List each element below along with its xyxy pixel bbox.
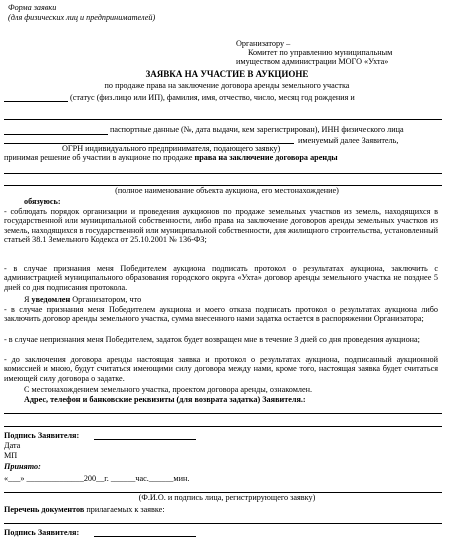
form-caption-subtitle: (для физических лиц и предпринимателей): [8, 13, 156, 22]
notified-item-4: С местонахождением земельного участка, проектом договора аренды, ознакомлен.: [24, 385, 313, 394]
stamp-label: МП: [4, 451, 18, 460]
signature-line-2: [94, 536, 196, 537]
object-caption: (полное наименование объекта аукциона, его местонахождение): [115, 186, 339, 195]
obligation-item-1: - соблюдать порядок организации и проведения аукционов по продаже земельных участков из земель, находящихся в государственной или муниципальной собственности, либо права на заключение договоров аренды земельных участков из земель, находящихся в государственной или муниципальной собственности, для жилищного строительства, установленный статьей 38.1 Земельного Кодекса от 25.10.2001 № 136-ФЗ;: [4, 207, 438, 245]
registrar-caption: (Ф.И.О. и подпись лица, регистрирующего заявку): [138, 493, 316, 502]
applicant-name-suffix: именуемый далее Заявитель,: [298, 136, 399, 145]
accepted-label: Принято:: [4, 462, 41, 471]
passport-caption: паспортные данные (№, дата выдачи, кем зарегистрирован), ИНН физического лица: [110, 125, 404, 134]
decision-text: принимая решение об участии в аукционе по продаже права на заключение договора аренды: [4, 153, 338, 162]
passport-line: [4, 134, 108, 135]
address-line-2: [4, 426, 442, 427]
address-heading: Адрес, телефон и банковские реквизиты (для возврата задатка) Заявителя.:: [24, 395, 306, 404]
organizer-line-1: Организатору –: [236, 39, 291, 48]
document-title: ЗАЯВКА НА УЧАСТИЕ В АУКЦИОНЕ: [145, 69, 309, 79]
signature-line: [94, 439, 196, 440]
applicant-line-2: [4, 119, 442, 120]
date-time-line: «___» ______________200__г. ______час.______мин.: [4, 474, 190, 483]
ogrn-caption: ОГРН индивидуального предпринимателя, подающего заявку): [62, 144, 281, 153]
signature-label: Подпись Заявителя:: [4, 431, 80, 440]
form-caption: Форма заявки: [8, 3, 57, 12]
signature-label-2: Подпись Заявителя:: [4, 528, 80, 537]
object-line-1: [4, 173, 442, 174]
status-caption: (статус (физ.лицо или ИП), фамилия, имя, отчество, число, месяц год рождения и: [70, 93, 355, 102]
date-label: Дата: [4, 441, 21, 450]
organizer-line-3: имуществом администрации МОГО «Ухта»: [236, 57, 389, 66]
document-subtitle: по продаже права на заключение договора аренды земельного участка: [104, 81, 350, 90]
address-line-1: [4, 413, 442, 414]
documents-list-label: Перечень документов прилагаемых к заявке:: [4, 505, 165, 514]
notified-item-1: - в случае признания меня Победителем аукциона и моего отказа подписать протокол о результатах аукциона либо заключить договор аренды земельного участка, сумма внесенного нами задатка остается в распоряжении Организатора;: [4, 305, 438, 324]
applicant-line: [4, 101, 68, 102]
documents-line: [4, 523, 442, 524]
notified-item-3: - до заключения договора аренды настоящая заявка и протокол о результатах аукциона, подписанный аукционной комиссией и мною, будут считаться имеющими силу договора между нами, кроме того, настоящая заявка будет считаться имеющей силу договора о задатке.: [4, 355, 438, 383]
obligation-item-2: - в случае признания меня Победителем аукциона подписать протокол о результатах аукциона, заключить с администрацией муниципального образования городского округа «Ухта» договор аренды земельного участка не позднее 5 дней со дня подписания протокола.: [4, 264, 438, 292]
obligations-heading: обязуюсь:: [24, 197, 61, 206]
notified-item-2: - в случае непризнания меня Победителем, задаток будет возвращен мне в течение 3 дней со дня проведения аукциона;: [4, 335, 420, 344]
organizer-line-2: Комитет по управлению муниципальным: [248, 48, 393, 57]
notified-heading: Я уведомлен Организатором, что: [24, 295, 142, 304]
